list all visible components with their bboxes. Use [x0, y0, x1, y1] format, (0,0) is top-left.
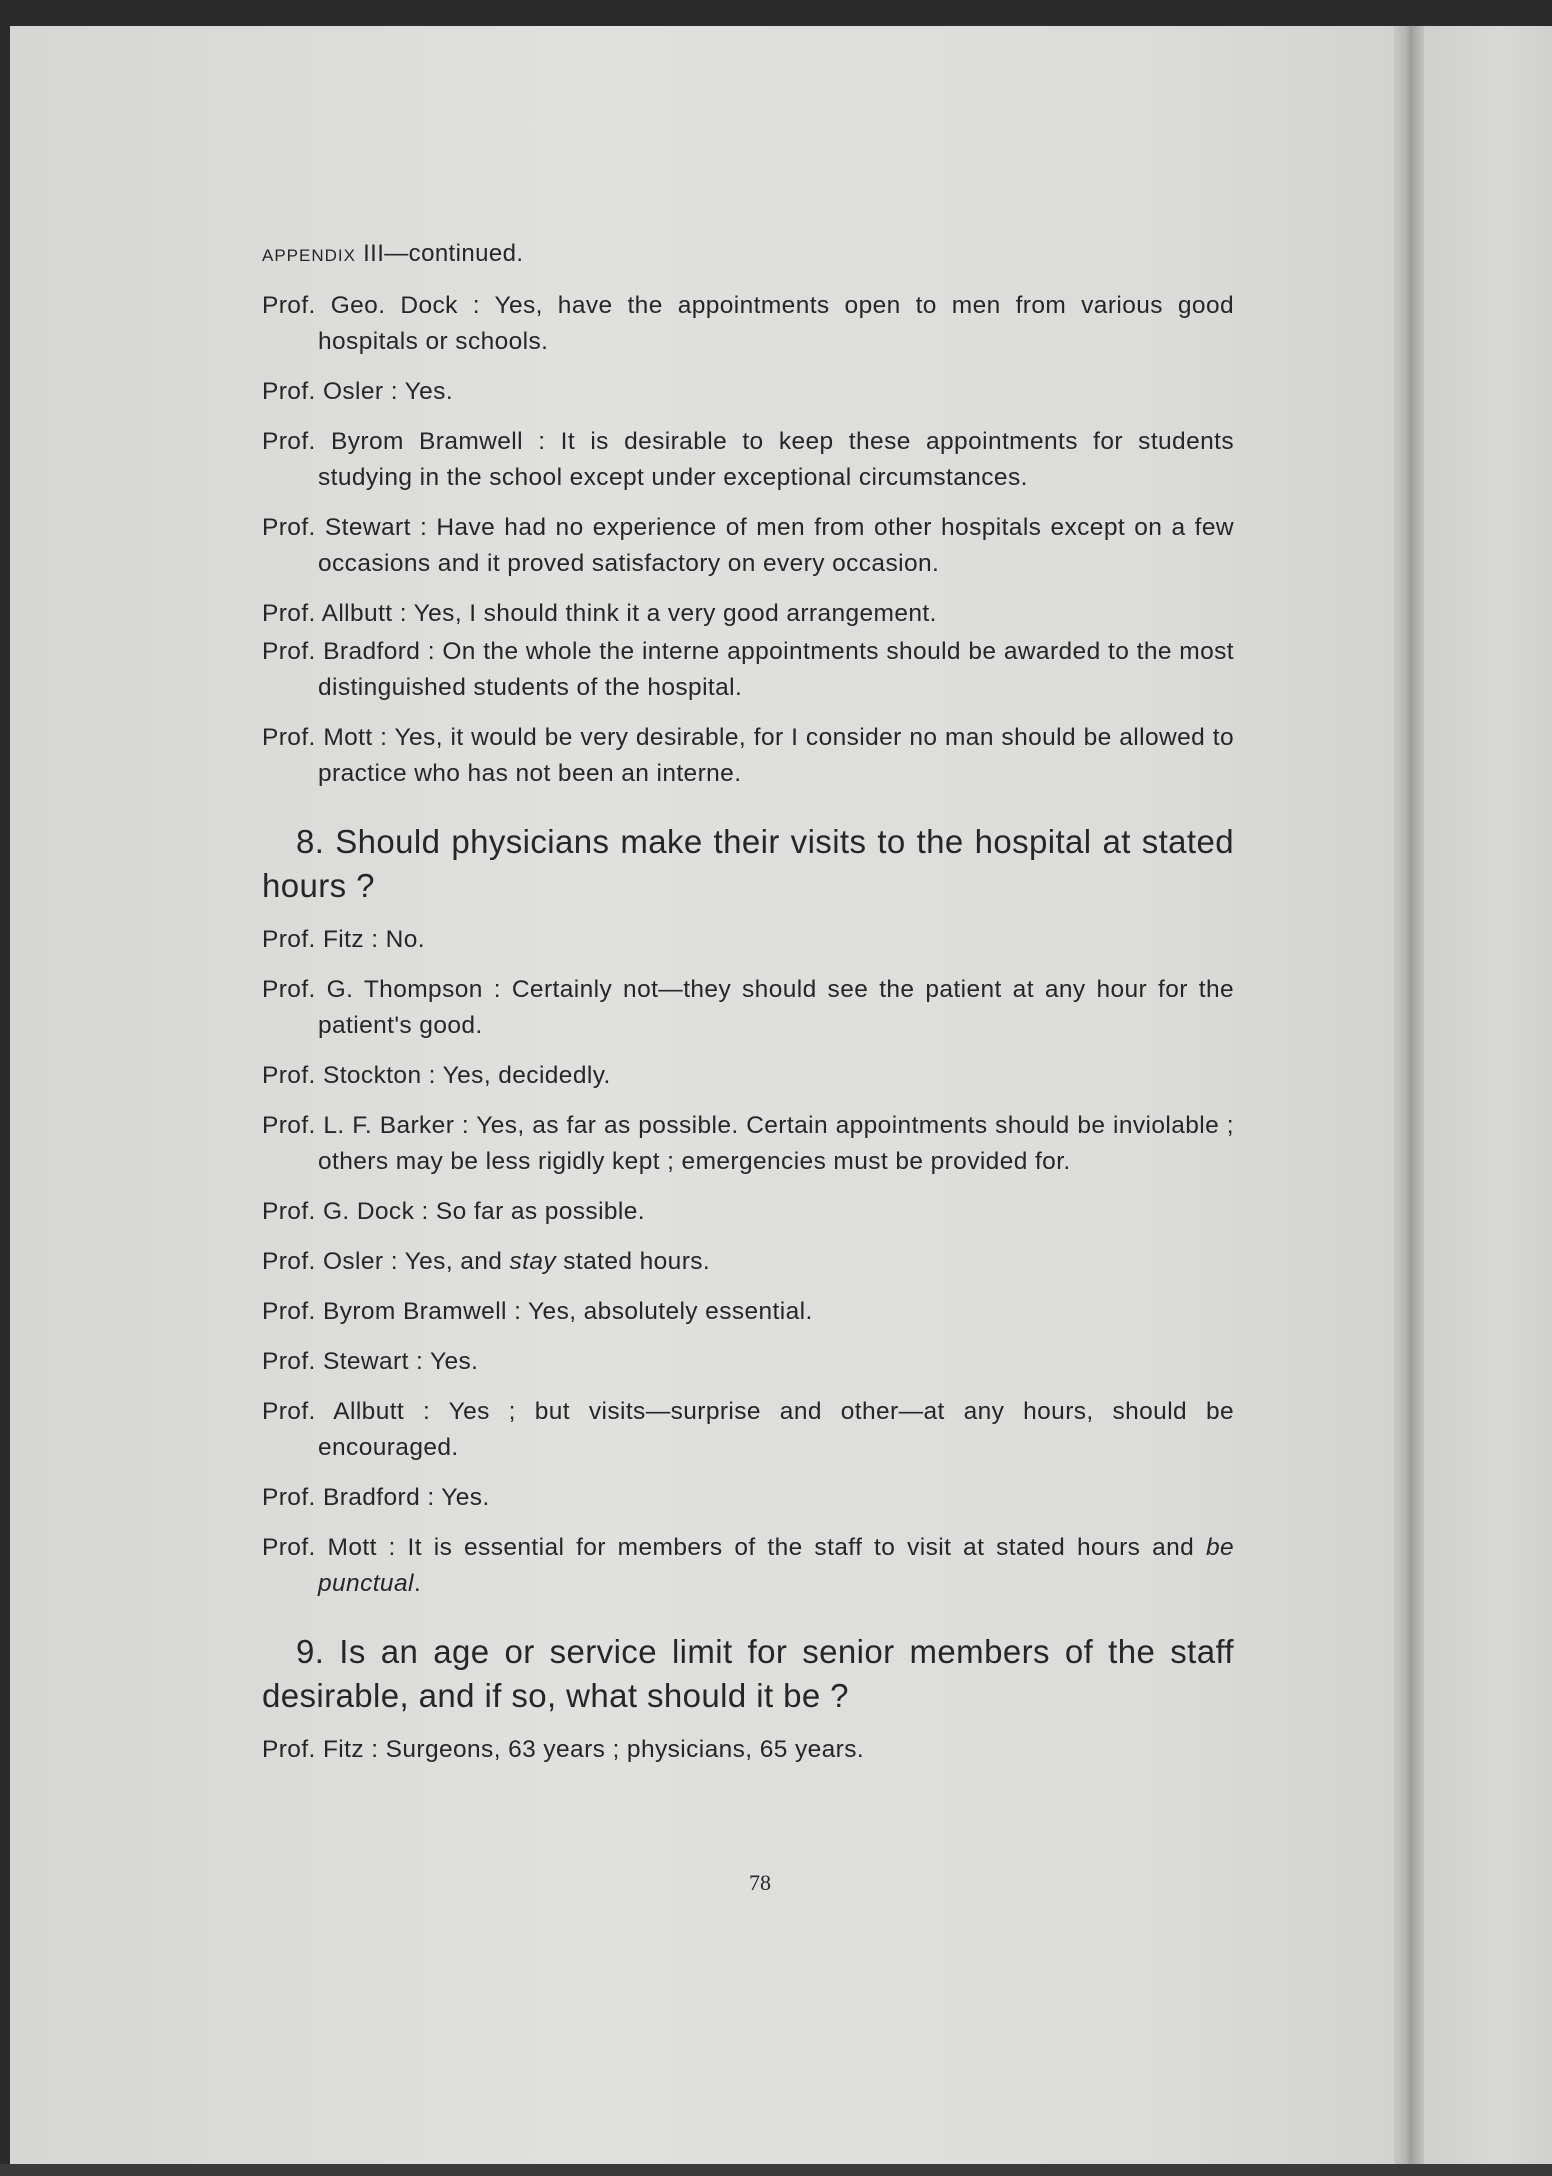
heading-smallcaps: APPENDIX — [262, 246, 356, 265]
q8-response-thompson: Prof. G. Thompson : Certainly not—they should see the patient at any hour for the patient's good. — [262, 976, 1234, 1039]
q8-response-osler — [262, 1244, 1234, 1280]
q8-response-bradford: Prof. Bradford : Yes. — [262, 1484, 490, 1511]
q8-response-allbutt: Prof. Allbutt : Yes ; but visits—surprise and other—at any hours, should be encouraged. — [262, 1398, 1234, 1461]
q8-response-stockton: Prof. Stockton : Yes, decidedly. — [262, 1062, 611, 1089]
facing-page-edge — [1424, 26, 1552, 2168]
scan-bottom-edge — [0, 2164, 1552, 2176]
q8-response-fitz: Prof. Fitz : No. — [262, 926, 425, 953]
q9-response-fitz: Prof. Fitz : Surgeons, 63 years ; physicians, 65 years. — [262, 1736, 865, 1763]
page-text — [262, 236, 1234, 1782]
mott-after: . — [413, 1570, 422, 1597]
q8-response-barker: Prof. L. F. Barker : Yes, as far as possible. Certain appointments should be inviolable ; others may be less rigidly kept ; emergencies must be provided for. — [262, 1112, 1234, 1175]
osler-italic: stay — [509, 1248, 557, 1275]
book-spine — [1394, 26, 1424, 2168]
osler-after: stated hours. — [556, 1248, 711, 1275]
response-dock: Prof. Geo. Dock : Yes, have the appointments open to men from various good hospitals or schools. — [262, 292, 1234, 355]
q8-response-mott — [262, 1530, 1234, 1602]
response-stewart: Prof. Stewart : Have had no experience of men from other hospitals except on a few occasions and it proved satisfactory on every occasion. — [262, 514, 1234, 577]
q8-response-dock: Prof. G. Dock : So far as possible. — [262, 1198, 646, 1225]
response-osler: Prof. Osler : Yes. — [262, 378, 454, 405]
mott-before: Prof. Mott : It is essential for members of the staff to visit at stated hours and — [262, 1534, 1206, 1561]
q8-response-stewart: Prof. Stewart : Yes. — [262, 1348, 479, 1375]
response-mott: Prof. Mott : Yes, it would be very desirable, for I consider no man should be allowed to practice who has not been an interne. — [262, 724, 1234, 787]
mott-italic: be punctual — [318, 1534, 1234, 1597]
question-8: 8. Should physicians make their visits to the hospital at stated hours ? — [262, 823, 1234, 904]
appendix-heading — [262, 236, 1234, 274]
question-9: 9. Is an age or service limit for senior members of the staff desirable, and if so, what should it be ? — [262, 1633, 1234, 1714]
response-bradford: Prof. Bradford : On the whole the interne appointments should be awarded to the most distinguished students of the hospital. — [262, 638, 1234, 701]
q8-response-bramwell: Prof. Byrom Bramwell : Yes, absolutely essential. — [262, 1298, 813, 1325]
osler-before: Prof. Osler : Yes, and — [262, 1248, 510, 1275]
response-bramwell: Prof. Byrom Bramwell : It is desirable to keep these appointments for students studying in the school except under exceptional circumstances. — [262, 428, 1234, 491]
heading-rest: III—continued. — [363, 240, 524, 267]
response-allbutt: Prof. Allbutt : Yes, I should think it a very good arrangement. — [262, 600, 937, 627]
page-number: 78 — [749, 1870, 771, 1895]
